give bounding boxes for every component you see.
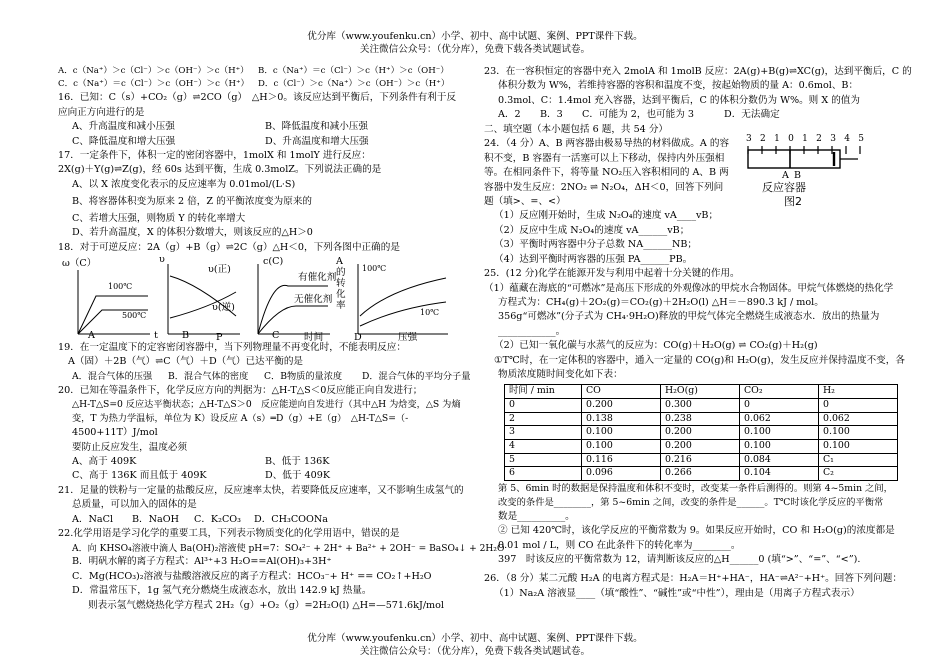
q24-figure xyxy=(746,134,876,212)
q24-line-1: 24．（4 分）A、B 两容器由极易导热的材料做成。A 的容 xyxy=(484,138,730,150)
q18-stem: 18．对于可逆反应：2A（g）+B（g）⇌2C（g）△H＜0，下列各图中正确的是 xyxy=(58,241,400,253)
q19-options xyxy=(58,370,471,383)
q24-line-4: 容器中发生反应：2NO₂ ⇌ N₂O₄，ΔH＜0，回答下列问 xyxy=(484,181,724,193)
q24-sub-3: （3）平衡时两容器中分子总数 NA______NB； xyxy=(494,239,698,251)
q24-scale-tick: 3 xyxy=(746,134,752,145)
table-cell: 4 xyxy=(505,439,582,453)
q24-line-5: 题（填>、=、<） xyxy=(484,195,566,207)
table-header-cell: CO₂ xyxy=(740,385,819,399)
q18-b-xlabel: P xyxy=(216,332,223,343)
q24-block xyxy=(484,134,900,266)
q16-stem-1: 16．已知：C（s）+CO₂（g）⇌2CO（g） △H＞0。该反应达到平衡后，下列条件有利于反 xyxy=(58,92,457,104)
footer-line-2: 关注微信公众号：（优分库），免费下载各类试题试卷。 xyxy=(359,646,591,657)
q20-line-2: △H-T△S=0 反应达平衡状态；△H-T△S＞0 反应能逆向自发进行（其中△H 为焓变，△S 为熵 xyxy=(72,399,461,411)
table-cell: 6 xyxy=(505,467,582,481)
q25-concentration-table xyxy=(504,384,898,481)
q18-c-ylabel: c(C) xyxy=(263,256,284,267)
table-cell: 0.200 xyxy=(661,426,740,440)
q16-option-c: C、降低温度和增大压强 xyxy=(72,135,176,147)
table-header-row xyxy=(505,385,898,399)
q18-c-xlabel: 时间 xyxy=(304,332,324,343)
q21-options xyxy=(58,514,458,527)
q16-option-b: B、降低温度和减小压强 xyxy=(265,121,368,133)
q18-label-a: A xyxy=(88,330,95,341)
q20-stem: 20．已知在等温条件下，化学反应方向的判据为：△H-T△S＜0反应能正向自发进行； xyxy=(58,384,423,396)
table-cell: 0 xyxy=(740,398,819,412)
q24-line-3: 等。在相同条件下，将等量 NO₂压入容积相同的 A、B 两 xyxy=(484,167,729,179)
q21-stem-2: 总质量，可以加入的固体的是 xyxy=(72,499,197,511)
q18-a-label-500: 500℃ xyxy=(122,311,147,320)
q25-answer-b1: ② 已知 420℃时，该化学反应的平衡常数为 9。如果反应开始时，CO 和 H₂O(g)的浓度都是 xyxy=(498,525,895,537)
q24-scale-tick: 5 xyxy=(858,134,864,145)
q18-b-label-forward: υ(正) xyxy=(208,264,231,275)
table-cell: 0.100 xyxy=(740,439,819,453)
q21-option-b: B．NaOH xyxy=(132,513,179,525)
table-cell: 0.062 xyxy=(740,412,819,426)
q24-scale xyxy=(746,134,864,144)
q25-part2-b: 物质浓度随时间变化如下表： xyxy=(498,369,623,381)
q18-b-ylabel: υ xyxy=(159,254,165,265)
q25-answer-c1: 397 时该反应的平衡常数为 12，请判断该反应的△H______0 (填“>”、“=”、“<”). xyxy=(498,554,861,566)
q18-label-c: C xyxy=(272,330,280,341)
q18-c-label-catalyst: 有催化剂 xyxy=(298,272,337,283)
q23-option-b: B．3 xyxy=(540,109,563,121)
q25-part2: （2）已知一氧化碳与水蒸气的反应为：CO(g)＋H₂O(g) ⇌ CO₂(g)＋H₂(g) xyxy=(494,340,818,352)
q15-option-a: A．c（Na⁺）＞c（Cl⁻）＞c（OH⁻）＞c（H⁺） xyxy=(58,66,249,76)
q23-line-2: 体积分数为 W%，若维持容器的容积和温度不变，按起始物质的量 A：0.6mol、B： xyxy=(498,80,859,92)
q25-part1-c: 356g“可燃冰”(分子式为 CH₄·9H₂O)释放的甲烷气体完全燃烧生成液态水．放出的热量为 xyxy=(498,311,880,323)
q22-stem: 22.化学用语是学习化学的重要工具，下列表示物质变化的化学用语中，错误的是 xyxy=(58,528,400,540)
q24-container-svg xyxy=(746,144,876,174)
table-cell: 0.104 xyxy=(740,467,819,481)
table-cell: 0.100 xyxy=(582,439,661,453)
q21-stem-1: 21．足量的铁粉与一定量的盐酸反应，反应速率太快，若要降低反应速率，又不影响生成氢气的 xyxy=(58,484,464,496)
q23-option-d: D．无法确定 xyxy=(724,109,780,121)
section-2-title: 二、填空题（本小题包括 6 题，共 54 分） xyxy=(484,123,669,135)
q18-c-label-nocatalyst: 无催化剂 xyxy=(294,294,333,305)
table-cell: 5 xyxy=(505,453,582,467)
q20-option-a: A、高于 409K xyxy=(72,455,137,467)
table-cell: 0.266 xyxy=(661,467,740,481)
q18-d-ylabel: A的转化率 xyxy=(336,256,346,311)
q15-options-cd xyxy=(58,79,458,91)
table-cell: C₁ xyxy=(819,453,898,467)
table-cell: 0.200 xyxy=(661,439,740,453)
q26-line-2: （1）Na₂A 溶液显____（填“酸性”、“碱性”或“中性”），理由是（用离子方程式表示） xyxy=(494,587,860,599)
q20-line-3: 变，T 为热力学温标，单位为 K）设反应 A（s）═D（g）+E（g） △H-T△S=（- xyxy=(72,413,409,425)
q25-part2-a: ①T℃时，在一定体积的容器中，通入一定量的 CO(g)和 H₂O(g)，发生反应并保持温度不变，各 xyxy=(494,354,905,366)
q21-option-d: D．CH₃COONa xyxy=(254,513,329,525)
q18-graphs xyxy=(58,256,458,342)
q21-option-c: C．K₂CO₃ xyxy=(194,513,241,525)
table-cell: 0.096 xyxy=(582,467,661,481)
q15-option-d: D．c（Cl⁻）＞c（Na⁺）＞c（OH⁻）＞c（H⁺） xyxy=(258,79,450,90)
q24-sub-2: （2）反应中生成 N₂O₄的速度 vA______vB； xyxy=(494,224,690,236)
q18-c-curve-nocatalyst xyxy=(258,306,328,334)
q23-line-3: 0.3mol、C：1.4mol 充入容器，达到平衡后，C 的体积分数仍为 W%。则 X 的值为 xyxy=(498,94,860,106)
table-cell: 0.084 xyxy=(740,453,819,467)
q18-c-curve-catalyst xyxy=(258,285,328,334)
footer-line-1: 优分库（www.youfenku.cn）小学、初中、高中试题、案例、PPT课件下载。 xyxy=(307,633,643,644)
table-cell: 0.200 xyxy=(582,398,661,412)
table-row xyxy=(505,412,898,426)
q19-option-b: B．混合气体的密度 xyxy=(168,370,249,382)
q25-answer-a2: 改变的条件是________，第 5~6min 之间，改变的条件是______。T℃时该化学反应的平衡常 xyxy=(498,496,884,508)
table-cell: 0.216 xyxy=(661,453,740,467)
q23-option-a: A．2 xyxy=(498,109,521,121)
q25-answer-a3: 数是__________。 xyxy=(498,511,575,523)
q20-option-b: B、低于 136K xyxy=(265,455,330,467)
table-row xyxy=(505,398,898,412)
q17-option-a: A、以 X 浓度变化表示的反应速率为 0.01mol/(L·S) xyxy=(72,178,296,190)
q19-stem-2: A（固）＋2B（气）⇌C（气）＋D（气）已达平衡的是 xyxy=(68,356,304,368)
q22-option-b: B．明矾水解的离子方程式：Al³⁺+3 H₂O==Al(OH)₃+3H⁺ xyxy=(72,556,332,568)
q22-option-c: C．Mg(HCO₃)₂溶液与盐酸溶液反应的离子方程式：HCO₃⁻+ H⁺ == CO₂↑+H₂O xyxy=(72,570,432,582)
table-cell: 2 xyxy=(505,412,582,426)
q25-answer-a1: 第 5、6min 时的数据是保持温度和体积不变时，改变某一条件后测得的。则第 4~5min 之间， xyxy=(498,482,893,494)
q17-option-b: B、将容器体积变为原来 2 倍，Z 的平衡浓度变为原来的 xyxy=(72,195,313,207)
q24-scale-tick: 0 xyxy=(788,134,794,145)
q18-a-ylabel: ω（C） xyxy=(62,258,97,269)
q25-answer-b2: 0.01 mol / L，则 CO 在此条件下的转化率为________。 xyxy=(498,539,741,551)
q24-line-2: 积不变，B 容器有一活塞可以上下移动，保持内外压强相 xyxy=(484,152,725,164)
table-cell: 0.116 xyxy=(582,453,661,467)
q16-options-ab xyxy=(58,121,458,134)
q25-part1-b: 方程式为：CH₄(g)＋2O₂(g)＝CO₂(g)＋2H₂O(l) △H＝－890.3 kJ / mol。 xyxy=(498,297,824,308)
table-row xyxy=(505,467,898,481)
q16-stem-2: 应向正方向进行的是 xyxy=(58,106,145,118)
table-cell: 0.238 xyxy=(661,412,740,426)
q22-option-a: A．向 KHSO₄溶液中滴人 Ba(OH)₂溶液使 pH=7：SO₄²⁻ + 2H⁺ + Ba²⁺ + 2OH⁻ = BaSO₄↓ + 2H₂O xyxy=(72,543,505,554)
q24-scale-tick: 1 xyxy=(802,134,808,145)
q19-stem-1: 19．在一定温度下的定容密闭容器中，当下列物理量不再变化时，不能表明反应： xyxy=(58,342,406,353)
table-header-cell: 时间 / min xyxy=(505,385,582,399)
q19-option-a: A．混合气体的压强 xyxy=(72,370,153,382)
q18-graphs-svg xyxy=(58,256,458,342)
q24-scale-tick: 2 xyxy=(760,134,766,145)
table-cell: C₂ xyxy=(819,467,898,481)
q18-b-label-reverse: υ(逆) xyxy=(212,302,235,313)
q15-option-b: B．c（Na⁺）＝c（Cl⁻）＞c（H⁺）＞c（OH⁻） xyxy=(258,66,449,76)
q23-option-c: C．可能为 2，也可能为 3 xyxy=(582,109,694,121)
left-column xyxy=(58,66,505,614)
table-cell: 0.100 xyxy=(819,439,898,453)
q24-label-b: B xyxy=(794,170,801,182)
q16-option-d: D、升高温度和增大压强 xyxy=(265,135,369,147)
q20-option-d: D、低于 409K xyxy=(265,470,331,482)
table-cell: 0 xyxy=(505,398,582,412)
q24-scale-tick: 3 xyxy=(830,134,836,145)
header-line-1: 优分库（www.youfenku.cn）小学、初中、高中试题、案例、PPT课件下载。 xyxy=(307,31,643,42)
table-cell: 0.100 xyxy=(819,426,898,440)
q24-scale-tick: 4 xyxy=(844,134,850,145)
table-row xyxy=(505,426,898,440)
q15-option-c: C．c（Na⁺）＝c（Cl⁻）＞c（OH⁻）＞c（H⁺） xyxy=(58,79,250,90)
q16-option-a: A、升高温度和减小压强 xyxy=(72,121,175,133)
q26-line-1: 26．（8 分）某二元酸 H₂A 的电离方程式是：H₂A＝H⁺+HA⁻，HA⁻⇌A²⁻+H⁺。回答下列问题： xyxy=(484,573,902,585)
q22-option-d-2: 则表示氢气燃烧热化学方程式 2H₂（g）+O₂（g）=2H₂O(l) △H=—571.6kJ/mol xyxy=(88,599,444,611)
q24-scale-tick: 1 xyxy=(774,134,780,145)
q15-options-ab xyxy=(58,66,458,78)
q24-sub-1: （1）反应刚开始时，生成 N₂O₄的速度 vA____vB； xyxy=(494,210,719,222)
header-line-2: 关注微信公众号：（优分库），免费下载各类试题试卷。 xyxy=(359,44,591,55)
q23-options xyxy=(484,109,900,122)
table-cell: 0.100 xyxy=(740,426,819,440)
q24-label-a: A xyxy=(782,170,789,182)
q17-option-c: C、若增大压强，则物质 Y 的转化率增大 xyxy=(72,212,246,224)
q20-line-5: 要防止反应发生，温度必须 xyxy=(72,441,188,453)
table-cell: 0.100 xyxy=(582,426,661,440)
q20-options-ab xyxy=(58,456,458,469)
q25-part1: （1）蕴藏在海底的“可燃冰”是高压下形成的外观像冰的甲烷水合物固体。甲烷气体燃烧的热化学 xyxy=(484,282,894,294)
q24-fig-number: 图2 xyxy=(784,195,802,209)
q20-option-c: C、高于 136K 而且低于 409K xyxy=(72,470,207,482)
q20-options-cd xyxy=(58,470,458,483)
table-cell: 3 xyxy=(505,426,582,440)
q18-d-xlabel: 压强 xyxy=(398,332,418,343)
q18-label-t: t xyxy=(154,330,158,341)
table-header-cell: CO xyxy=(582,385,661,399)
q17-stem-2: 2X(g)＋Y(g)⇌Z(g)，经 60s 达到平衡，生成 0.3molZ。下列说法正确的是 xyxy=(58,164,382,176)
right-column xyxy=(484,66,912,602)
q24-scale-tick: 2 xyxy=(816,134,822,145)
q18-label-d: D xyxy=(354,332,362,343)
q18-a-label-100: 100℃ xyxy=(108,282,133,291)
table-cell: 0.138 xyxy=(582,412,661,426)
q22-option-d: D．常温常压下，1g 氢气充分燃烧生成液态水，放出 142.9 kJ 热量。 xyxy=(72,585,372,597)
table-cell: 0.300 xyxy=(661,398,740,412)
q17-stem-1: 17．一定条件下，体积一定的密闭容器中，1molX 和 1molY 进行反应： xyxy=(58,149,371,161)
q25-stem: 25．(12 分)化学在能源开发与利用中起着十分关键的作用。 xyxy=(484,268,740,280)
table-header-cell: H₂O(g) xyxy=(661,385,740,399)
table-row xyxy=(505,453,898,467)
table-cell: 0 xyxy=(819,398,898,412)
q19-option-c: C．B物质的量浓度 xyxy=(264,370,343,382)
q19-option-d: D．混合气体的平均分子量 xyxy=(362,370,471,382)
q23-line-1: 23．在一容积恒定的容器中充入 2molA 和 1molB 反应：2A(g)+B(g)⇌XC(g)，达到平衡后，C 的 xyxy=(484,66,912,77)
q24-fig-caption: 反应容器 xyxy=(762,181,806,195)
table-header-cell: H₂ xyxy=(819,385,898,399)
q16-options-cd xyxy=(58,136,458,149)
q24-sub-4: （4）达到平衡时两容器的压强 PA______PB。 xyxy=(494,253,693,265)
q17-option-d: D、若升高温度，X 的体积分数增大，则该反应的△H＞0 xyxy=(72,227,313,239)
q21-option-a: A．NaCl xyxy=(72,513,114,525)
table-cell: 0.062 xyxy=(819,412,898,426)
table-row xyxy=(505,439,898,453)
q18-d-label-100: 100℃ xyxy=(362,264,387,273)
q20-line-4: 4500+11T）J/mol xyxy=(72,427,158,439)
q18-label-b: B xyxy=(182,330,190,341)
q18-d-label-10: 10℃ xyxy=(420,308,440,317)
q25-part1-d: ____________。 xyxy=(498,325,566,337)
